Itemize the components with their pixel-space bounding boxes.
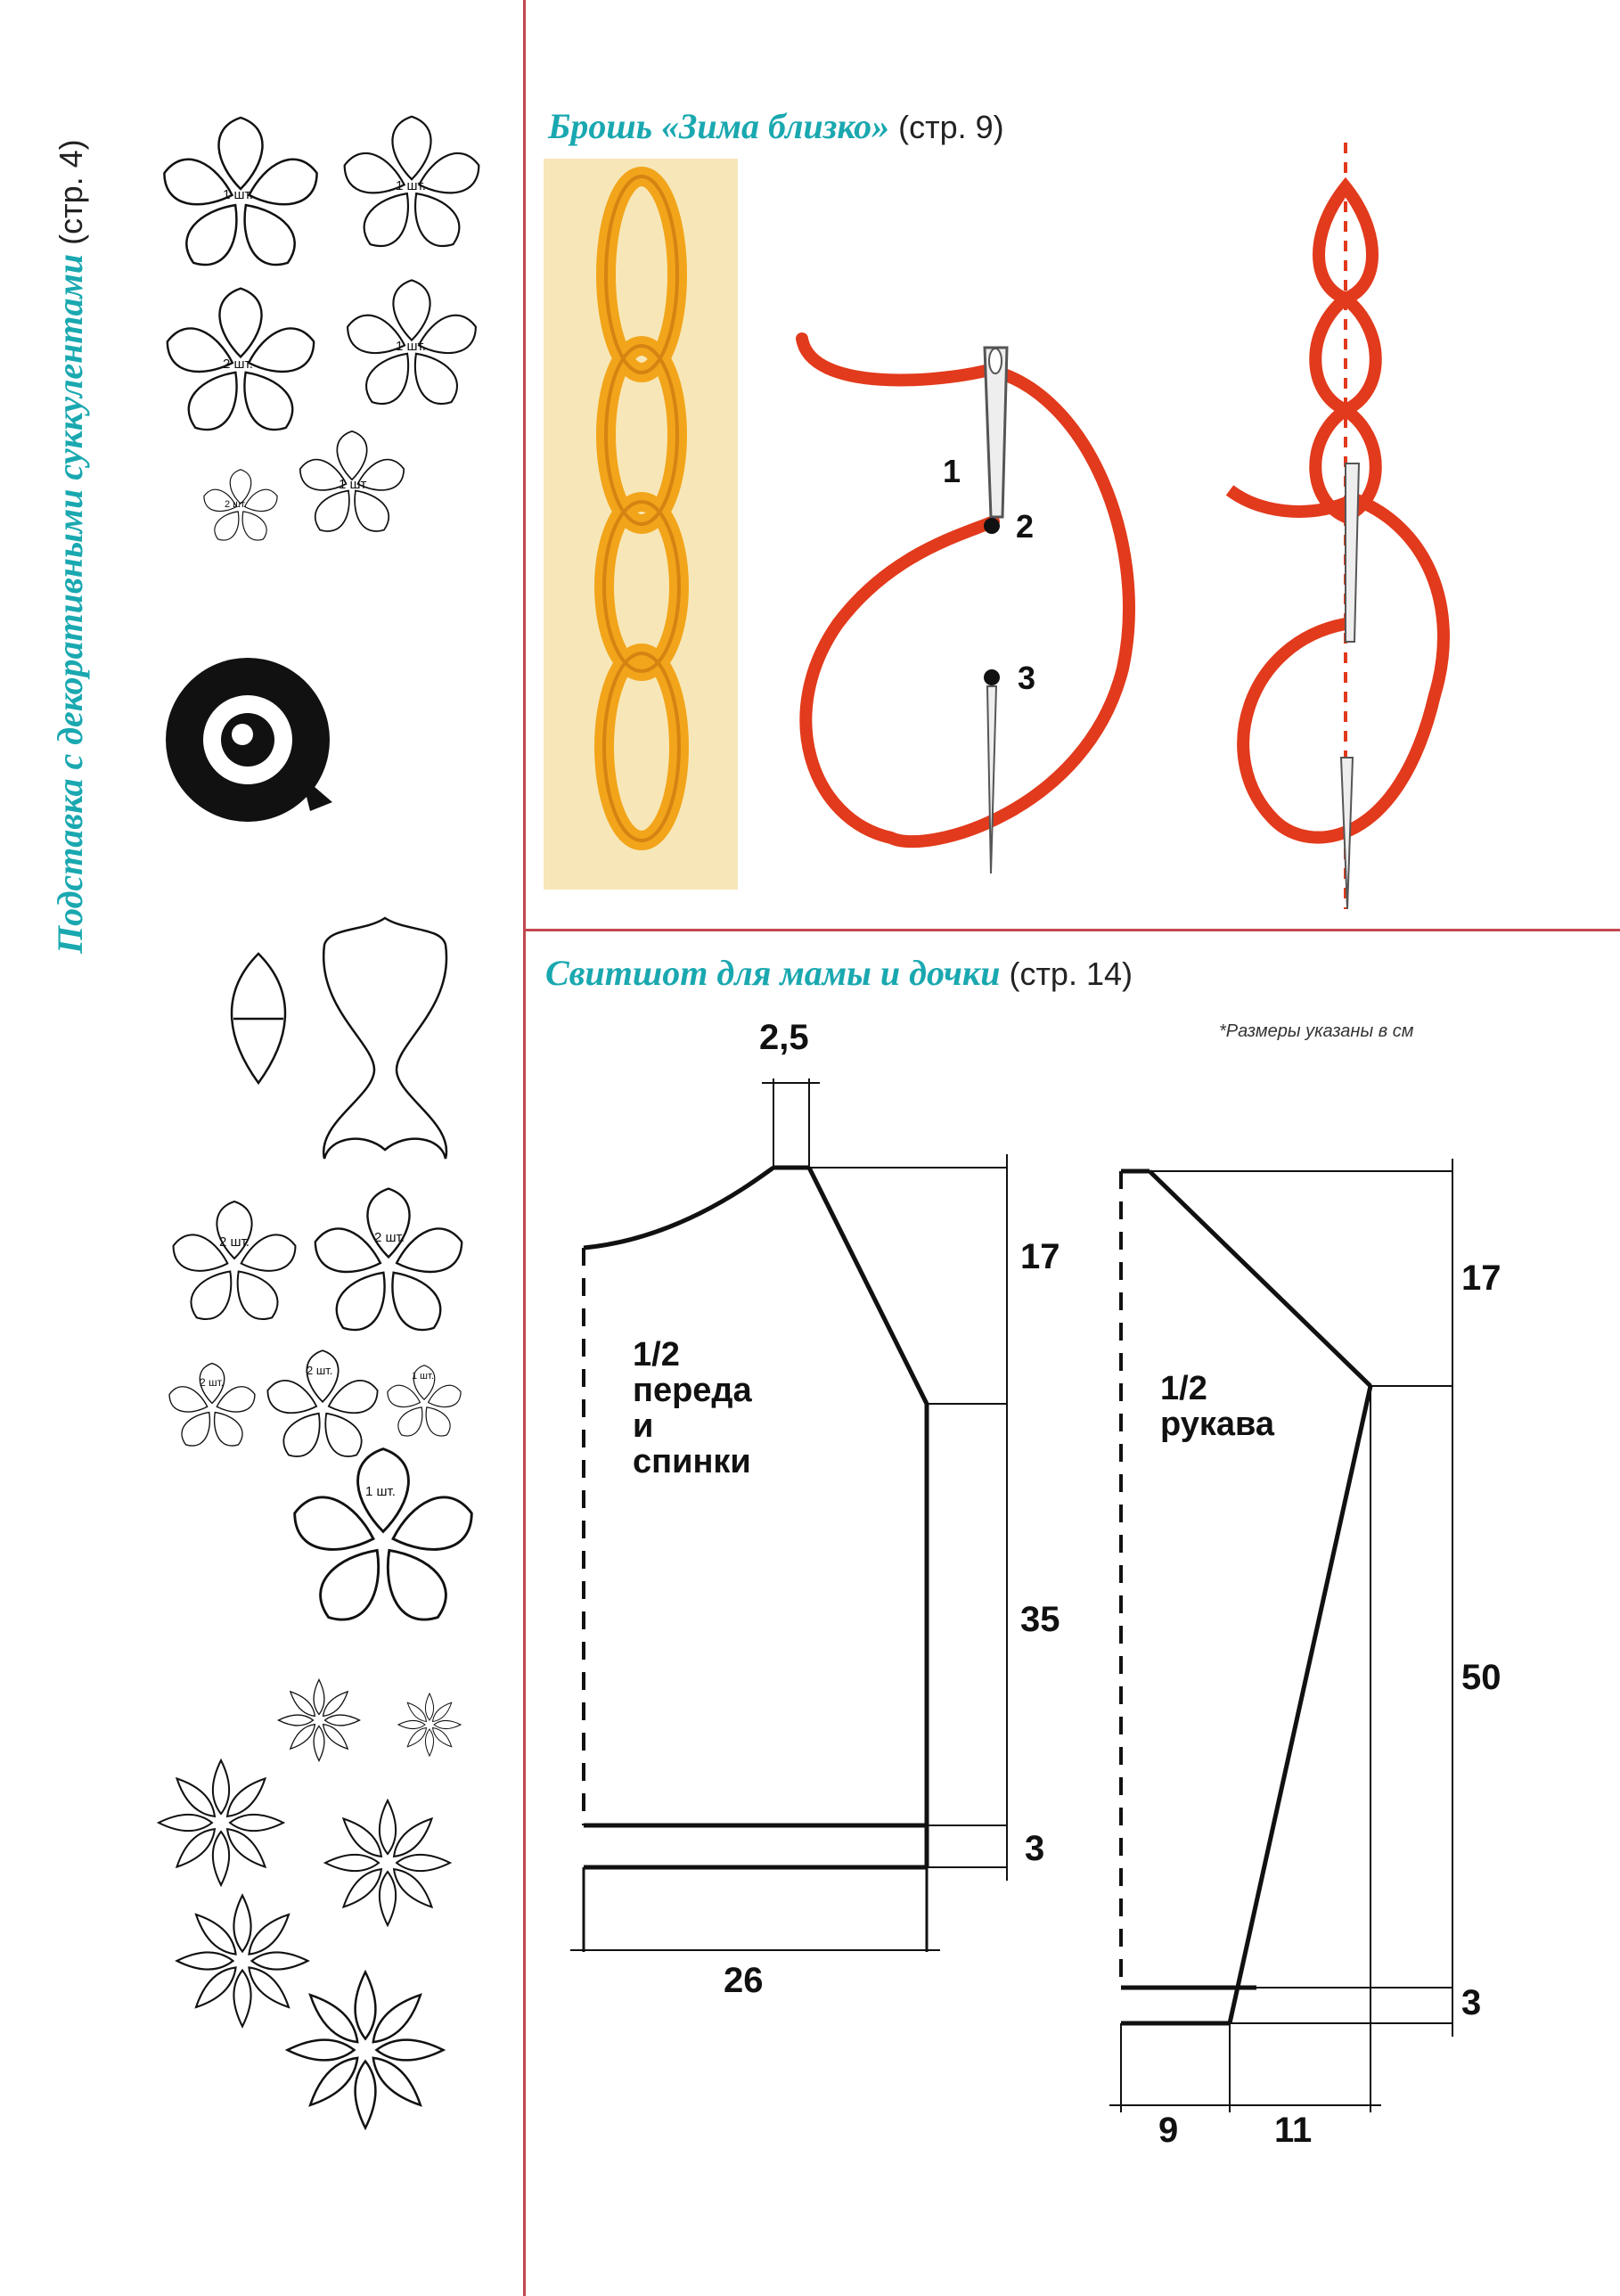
qty-label: 1 шт. — [365, 1484, 396, 1499]
qty-label: 2 шт. — [225, 499, 247, 510]
step-label-1: 1 — [943, 453, 961, 489]
qty-label: 2 шт. — [200, 1376, 225, 1389]
sweatshirt-heading — [545, 952, 1133, 994]
front-label — [633, 1337, 752, 1480]
star-template-3 — [159, 1760, 283, 1885]
sleeve-dim-cuff: 3 — [1461, 1983, 1482, 2022]
front-label-line: переда — [633, 1372, 752, 1409]
sleeve-label — [1160, 1371, 1274, 1442]
front-dim-hem: 3 — [1025, 1829, 1045, 1868]
front-back-pattern — [552, 1052, 1087, 2210]
front-dim-width: 26 — [724, 1961, 764, 2000]
star-template-2 — [398, 1693, 461, 1756]
star-template-6 — [288, 1972, 444, 2128]
sleeve-dim-length: 50 — [1461, 1658, 1501, 1697]
chain-stitch-photo — [544, 159, 738, 890]
vertical-divider — [523, 0, 526, 2296]
flower-template-12 — [287, 1449, 479, 1633]
stitch-step-diagram-1 — [784, 160, 1230, 891]
front-dim-neck: 2,5 — [759, 1018, 809, 1057]
brooch-page-ref: (стр. 9) — [889, 109, 1004, 145]
qty-label: 2 шт. — [223, 357, 253, 372]
sleeve-label-line: рукава — [1160, 1406, 1274, 1443]
qty-label: 1 шт. — [412, 1371, 434, 1382]
front-label-line: и — [633, 1407, 654, 1445]
flower-template-8 — [309, 1189, 469, 1341]
size-note: *Размеры указаны в см — [1219, 1021, 1414, 1041]
front-dim-body: 35 — [1020, 1600, 1060, 1639]
sleeve-dim-taper: 11 — [1274, 2111, 1313, 2150]
qty-label: 1 шт. — [223, 187, 253, 202]
succulent-templates — [0, 0, 523, 2296]
qty-label: 1 шт. — [396, 178, 426, 193]
stitch-step-diagram-2 — [1212, 143, 1479, 909]
sleeve-dim-cap: 17 — [1461, 1259, 1501, 1298]
succulent-page-ref: (стр. 4) — [53, 139, 89, 254]
flower-template-7 — [168, 1201, 300, 1328]
qty-label: 2 шт. — [307, 1364, 333, 1377]
qty-label: 2 шт. — [374, 1230, 405, 1245]
qty-label: 1 шт. — [396, 339, 426, 354]
horizontal-divider — [523, 929, 1620, 931]
front-dim-armhole: 17 — [1020, 1237, 1060, 1276]
step-label-3: 3 — [1018, 660, 1036, 696]
spiral-template — [166, 658, 332, 822]
star-template-4 — [325, 1800, 450, 1925]
sleeve-dim-cuff-width: 9 — [1158, 2111, 1179, 2150]
sweatshirt-title: Свитшот для мамы и дочки — [545, 953, 1001, 993]
brooch-heading — [548, 105, 1004, 147]
star-template-5 — [177, 1896, 308, 2027]
brooch-title: Брошь «Зима близко» — [548, 106, 890, 146]
step-label-2: 2 — [1016, 508, 1035, 545]
succulent-title: Подставка с декоративными суккулентами — [50, 253, 90, 954]
front-label-line: спинки — [633, 1443, 751, 1480]
front-label-line: 1/2 — [633, 1336, 680, 1374]
vase-template — [323, 918, 446, 1159]
qty-label: 2 шт. — [219, 1234, 250, 1250]
sleeve-label-line: 1/2 — [1160, 1370, 1207, 1407]
leaf-template — [232, 954, 285, 1083]
sleeve-pattern — [1105, 1141, 1515, 2255]
sweatshirt-page-ref: (стр. 14) — [1000, 955, 1133, 992]
star-template-1 — [279, 1680, 360, 1761]
qty-label: 1 шт. — [339, 477, 369, 492]
